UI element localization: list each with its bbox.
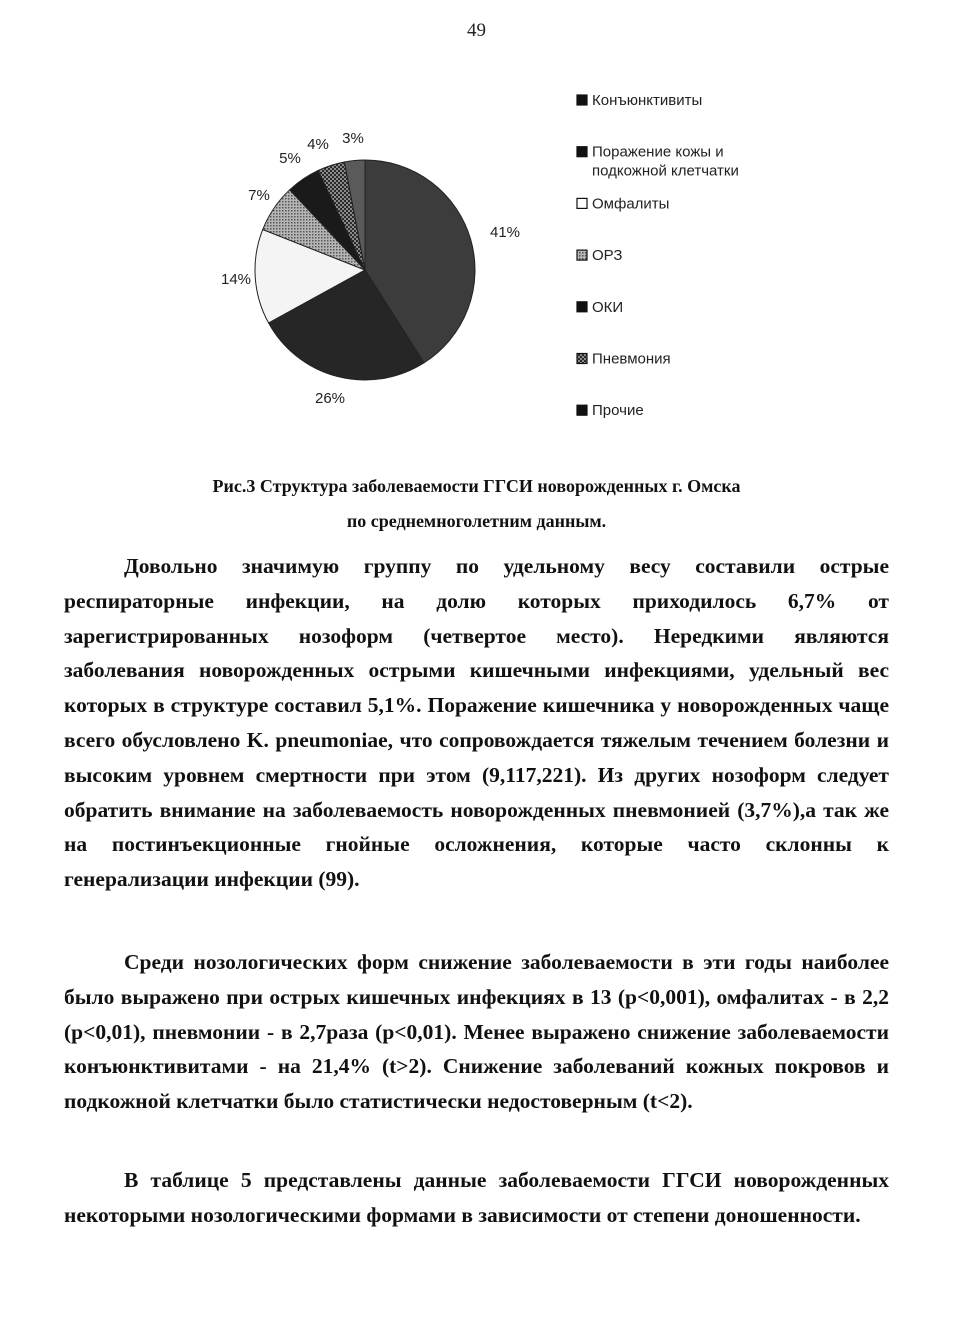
pie-value-label-2: 14%	[220, 271, 252, 288]
pie-value-label-6: 3%	[342, 130, 364, 147]
legend-swatch-0	[577, 95, 587, 105]
legend-swatch-5	[577, 354, 587, 364]
legend-label-2: Омфалиты	[592, 195, 670, 213]
legend-item-2	[577, 195, 669, 212]
paragraph-1: Довольно значимую группу по удельному весу составили острые респираторные инфекции, на долю которых приходилось 6,7% от зарегистрированных нозоформ (четвертое место). Нередкими являются заболевания новорожденных острыми кишечными инфекциями, удельный вес которых в структуре составил 5,1%. Поражение кишечника у новорожденных чаще всего обусловлено K. pneumoniae, что сопровождается тяжелым течением болезни и высоким уровнем смертности при этом (9,117,221). Из других нозоформ следует обратить внимание на заболеваемость новорожденных пневмонией (3,7%),а так же на постинъекционные гнойные осложнения, которые часто склонны к генерализации инфекции (99).	[64, 554, 889, 892]
legend-label-1: Поражение кожы и	[592, 143, 724, 161]
legend-swatch-1	[577, 147, 587, 157]
legend-swatch-2	[577, 198, 587, 208]
pie-slices	[255, 160, 475, 380]
pie-chart	[0, 0, 953, 460]
legend-label-6: Прочие	[592, 402, 644, 420]
legend-item-3	[577, 247, 622, 264]
chart-legend	[577, 92, 739, 419]
legend-item-0	[577, 92, 702, 109]
figure-caption-line-2: по среднемноголетним данным.	[346, 511, 607, 531]
legend-label-0: Конъюнктивиты	[592, 92, 703, 109]
legend-label-4: ОКИ	[592, 298, 624, 316]
pie-value-label-4: 5%	[279, 150, 301, 167]
legend-swatch-6	[577, 405, 587, 415]
legend-item-5	[577, 351, 671, 368]
page-number: 49	[467, 20, 486, 41]
legend-label-1-line-1: подкожной клетчатки	[592, 162, 739, 180]
legend-label-3: ОРЗ	[592, 247, 623, 265]
paragraph-3: В таблице 5 представлены данные заболеваемости ГГСИ новорожденных некоторыми нозологическими формами в зависимости от степени доношенности.	[64, 1168, 889, 1227]
figure-caption-line-1: Рис.3 Структура заболеваемости ГГСИ новорожденных г. Омска	[212, 476, 741, 496]
pie-value-label-3: 7%	[248, 187, 270, 204]
pie-value-label-5: 4%	[307, 136, 329, 153]
pie-value-label-1: 26%	[314, 390, 346, 407]
paragraph-2: Среди нозологических форм снижение заболеваемости в эти годы наиболее было выражено при острых кишечных инфекциях в 13 (p<0,001), омфалитах - в 2,2 (p<0,01), пневмонии - в 2,7раза (p<0,01). Менее выражено снижение заболеваемости конъюнктивитами - на 21,4% (t>2). Снижение заболеваний кожных покровов и подкожной клетчатки было статистически недостоверным (t<2).	[64, 950, 889, 1114]
legend-swatch-3	[577, 250, 587, 260]
legend-item-6	[577, 402, 644, 419]
legend-swatch-4	[577, 302, 587, 312]
legend-item-4	[577, 299, 623, 316]
pie-value-label-0: 41%	[489, 224, 521, 241]
legend-item-1	[577, 144, 739, 180]
legend-label-5: Пневмония	[592, 350, 671, 368]
